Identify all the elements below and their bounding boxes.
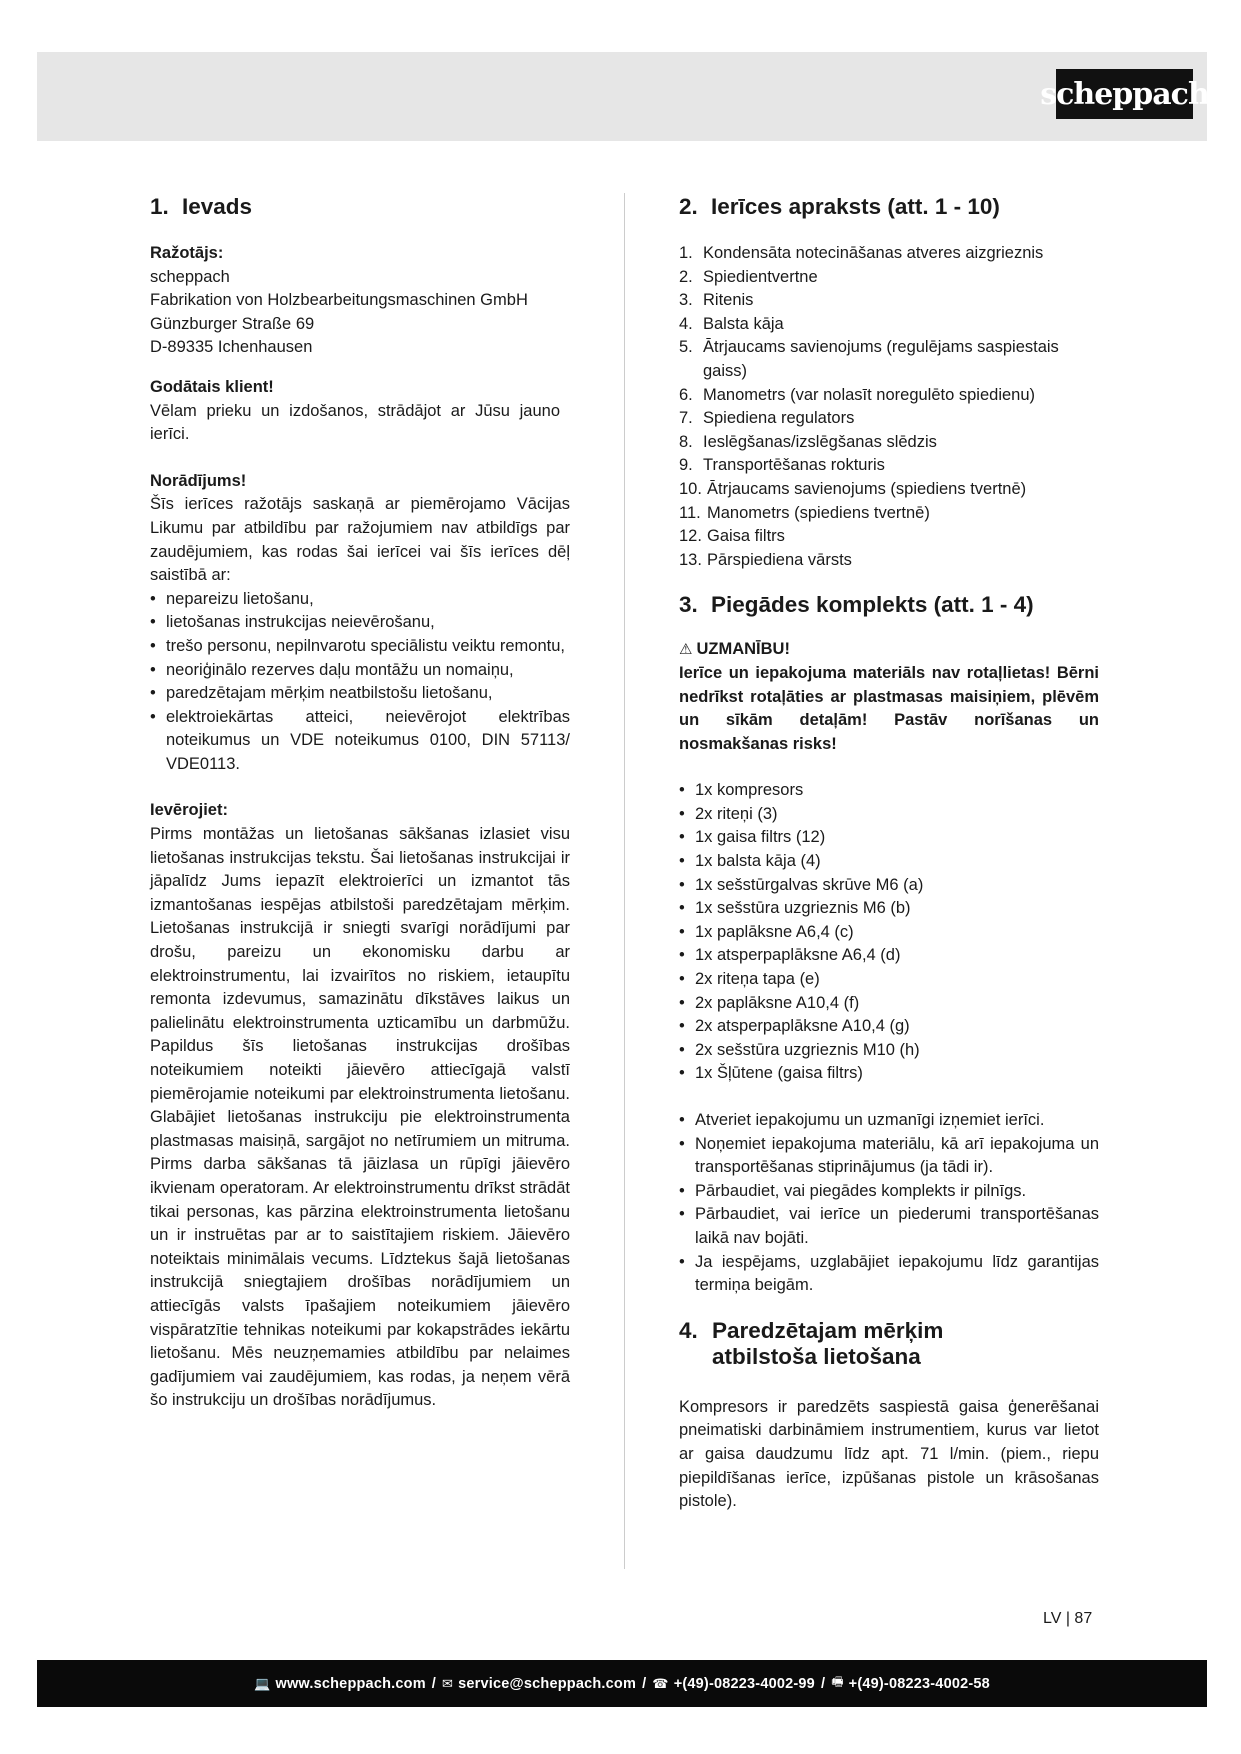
section-1-heading: 1. Ievads: [150, 194, 253, 219]
section-2-heading: 2. Ierīces apraksts (att. 1 - 10): [679, 194, 1000, 219]
note-label: Norādījums!: [150, 471, 247, 490]
list-item: 13. Pārspiediena vārsts: [679, 550, 852, 569]
customer-text: Vēlam prieku un izdošanos, strādājot ar Jūsu jauno ierīci.: [150, 401, 560, 444]
warning-label: ⚠ UZMANĪBU!: [679, 640, 790, 659]
observe-text: Pirms montāžas un lietošanas sākšanas izlasiet visu lietošanas instrukcijas tekstu. Šai lietošanas instrukcijai ir jāpalīdz Jums iepazīt elektroierīci un izmantot tās izmantošanas iespējas atbilstoši paredzētajam mērķim. Lietošanas instrukcijā ir sniegti svarīgi norādījumi par drošu, pareizu un ekonomisku darbu ar elektroinstrumentu, lai izvairītos no riskiem, ietaupītu remonta izdevumus, samazinātu dīkstāves laikus un palielinātu elektroinstrumenta uzticamību un darbmūžu. Papildus šīs lietošanas instrukcijas drošības noteikumiem noteikti jāievēro attiecīgajā valstī piemērojamie noteikumi par elektroinstrumenta lietošanu. Glabājiet lietošanas instrukciju pie elektroinstrumenta plastmasas maisiņā, sargājot no netīrumiem un mitruma. Pirms darba sākšanas tā jāizlasa un rūpīgi jāievēro ikvienam operatoram. Ar elektroinstrumentu drīkst strādāt tikai personas, kas pārzina elektroinstrumenta lietošanu un ir instruētas par ar to saistītajiem riskiem. Jāievēro noteiktais minimālais vecums. Līdztekus šajā lietošanas instrukcijā sniegtajiem drošības norādījumiem un attiecīgās valsts īpašajiem noteikumiem jāievēro vispāratzītie tehnikas noteikumi par kokapstrādes iekārtu lietošanu. Mēs neuzņemamies atbildību par nelaimes gadījumiem vai zaudējumiem, kas rodas, ja neņem vērā šo instrukciju un drošības norādījumus.: [150, 825, 570, 1410]
section-3-heading: 3. Piegādes komplekts (att. 1 - 4): [679, 592, 1034, 618]
list-item: • Ja iespējams, uzglabājiet iepakojumu līdz garantijas termiņa beigām.: [679, 1251, 1099, 1298]
header-band: [37, 52, 1207, 141]
list-item: • neoriģinālo rezerves daļu montāžu un nomaiņu,: [150, 659, 570, 683]
list-item: 12. Gaisa filtrs: [679, 527, 785, 546]
list-item: 1. Kondensāta notecināšanas atveres aizgrieznis: [679, 244, 1044, 262]
delivery-contents-list: [679, 779, 1099, 1086]
footer-fax: +(49)-08223-4002-58: [848, 1675, 990, 1692]
email-icon: ✉: [442, 1675, 454, 1691]
intended-use-text: Kompresors ir paredzēts saspiestā gaisa ģenerēšanai pneimatiski darbināmiem instrumentiem, kurus var lietot ar gaisa daudzumu līdz apt. 71 l/min. (piem., riepu piepildīšanas ierīce, izpūšanas pistole un krāsošanas pistole).: [679, 1397, 1099, 1511]
list-item: 7. Spiediena regulators: [679, 409, 855, 428]
list-item: • Atveriet iepakojumu un uzmanīgi izņemiet ierīci.: [679, 1109, 1099, 1133]
list-item: • paredzētajam mērķim neatbilstošu lietošanu,: [150, 682, 570, 706]
list-item: • Pārbaudiet, vai piegādes komplekts ir pilnīgs.: [679, 1180, 1099, 1204]
customer-label: Godātais klient!: [150, 377, 274, 396]
note-list: [150, 588, 570, 777]
list-item: • 1x atsperpaplāksne A6,4 (d): [679, 944, 1099, 968]
list-item: 8. Ieslēgšanas/izslēgšanas slēdzis: [679, 432, 937, 451]
list-item: 10. Ātrjaucams savienojums (spiediens tvertnē): [679, 479, 1027, 498]
list-item: • Pārbaudiet, vai ierīce un piederumi transportēšanas laikā nav bojāti.: [679, 1203, 1099, 1250]
phone-icon: ☎: [652, 1675, 669, 1691]
list-item: • 1x sešstūra uzgrieznis M6 (b): [679, 897, 1099, 921]
list-item: 5. Ātrjaucams savienojums (regulējams saspiestais gaiss): [679, 338, 1059, 380]
list-item: • 2x sešstūra uzgrieznis M10 (h): [679, 1039, 1099, 1063]
list-item: 4. Balsta kāja: [679, 314, 784, 333]
left-column: [150, 194, 570, 1413]
page-number: LV | 87: [1043, 1610, 1093, 1627]
list-item: • 1x Šļūtene (gaisa filtrs): [679, 1062, 1099, 1086]
scheppach-logo: scheppach: [1056, 69, 1193, 119]
list-item: • 2x riteņi (3): [679, 803, 1099, 827]
list-item: 3. Ritenis: [679, 291, 754, 310]
list-item: • nepareizu lietošanu,: [150, 588, 570, 612]
list-item: • 2x riteņa tapa (e): [679, 968, 1099, 992]
footer-email[interactable]: service@scheppach.com: [458, 1675, 637, 1692]
list-item: • elektroiekārtas atteici, neievērojot elektrības noteikumus un VDE noteikumus 0100, DIN 57113/ VDE0113.: [150, 706, 570, 777]
right-column: [679, 194, 1099, 1514]
warning-icon: ⚠: [679, 641, 693, 659]
footer-phone: +(49)-08223-4002-99: [673, 1675, 815, 1692]
manufacturer-address: scheppach Fabrikation von Holzbearbeitungsmaschinen GmbH Günzburger Straße 69 D-89335 Ichenhausen: [150, 267, 528, 357]
fax-icon: 🖷: [831, 1673, 844, 1689]
list-item: • 2x paplāksne A10,4 (f): [679, 992, 1099, 1016]
list-item: • 1x balsta kāja (4): [679, 850, 1099, 874]
list-item: • Noņemiet iepakojuma materiālu, kā arī iepakojuma un transportēšanas stiprinājumus (ja tādi ir).: [679, 1133, 1099, 1180]
list-item: • lietošanas instrukcijas neievērošanu,: [150, 611, 570, 635]
list-item: 9. Transportēšanas rokturis: [679, 456, 885, 475]
list-item: 11. Manometrs (spiediens tvertnē): [679, 503, 930, 522]
list-item: • 1x gaisa filtrs (12): [679, 826, 1099, 850]
list-item: • 1x sešstūrgalvas skrūve M6 (a): [679, 874, 1099, 898]
observe-label: Ievērojiet:: [150, 801, 228, 820]
manufacturer-label: Ražotājs:: [150, 244, 224, 262]
list-item: 6. Manometrs (var nolasīt noregulēto spiedienu): [679, 385, 1036, 404]
list-item: • 1x paplāksne A6,4 (c): [679, 921, 1099, 945]
column-divider: [624, 193, 625, 1569]
warning-text: Ierīce un iepakojuma materiāls nav rotaļlietas! Bērni nedrīkst rotaļāties ar plastmasas maisiņiem, plēvēm un sīkām detaļām! Pastāv norīšanas un nosmakšanas risks!: [679, 663, 1099, 753]
note-text: Šīs ierīces ražotājs saskaņā ar piemērojamo Vācijas Likumu par atbildību par ražojumiem nav atbildīgs par zaudējumiem, kas rodas šai ierīcei vai šīs ierīces dēļ saistībā ar:: [150, 495, 570, 585]
list-item: • 2x atsperpaplāksne A10,4 (g): [679, 1015, 1099, 1039]
section-4-heading: 4. Paredzētajam mērķim atbilstoša lietošana: [679, 1317, 944, 1369]
device-parts-list: [679, 242, 1099, 572]
unpacking-steps-list: [679, 1109, 1099, 1298]
computer-icon: 💻: [254, 1675, 271, 1691]
list-item: 2. Spiedientvertne: [679, 267, 818, 286]
list-item: • 1x kompresors: [679, 779, 1099, 803]
footer-website[interactable]: www.scheppach.com: [275, 1675, 426, 1692]
footer-bar: 💻 www.scheppach.com / ✉ service@scheppach.com / ☎ +(49)-08223-4002-99 / 🖷 +(49)-08223-4002-58: [37, 1660, 1207, 1707]
list-item: • trešo personu, nepilnvarotu speciālistu veiktu remontu,: [150, 635, 570, 659]
